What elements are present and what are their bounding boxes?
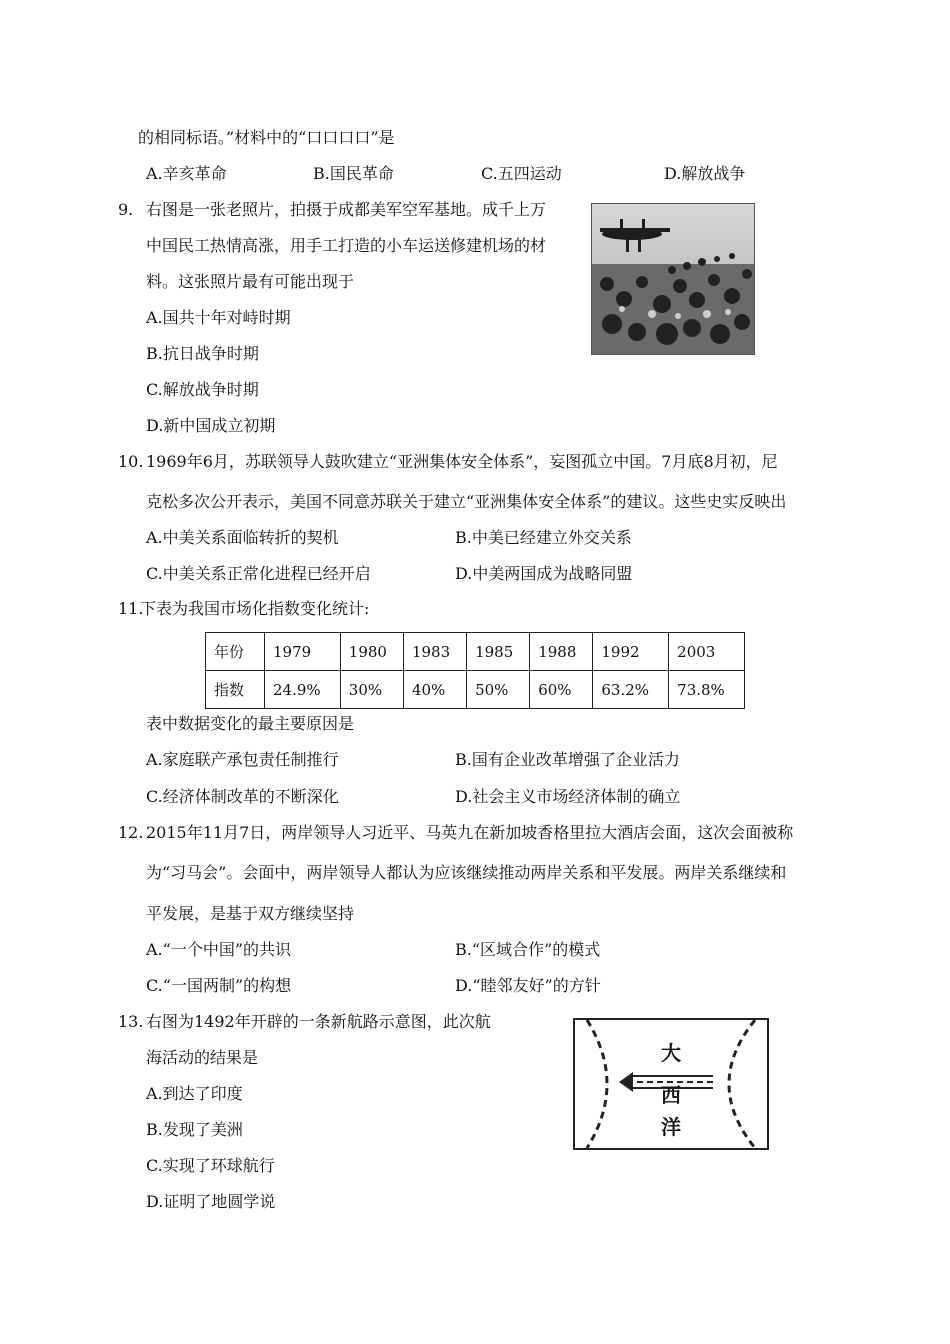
year-cell: 1979: [265, 633, 341, 671]
q11-option-a[interactable]: A.家庭联产承包责任制推行: [146, 750, 339, 769]
q10-stem-line-2: 克松多次公开表示，美国不同意苏联关于建立“亚洲集体安全体系”的建议。这些史实反映出: [146, 492, 787, 511]
year-cell: 1980: [340, 633, 403, 671]
year-cell: 1983: [403, 633, 466, 671]
q11-intro: 下表为我国市场化指数变化统计:: [140, 599, 370, 618]
q12-option-a[interactable]: A.“一个中国”的共识: [146, 940, 292, 959]
q9-number: 9.: [118, 200, 134, 219]
q11-question: 表中数据变化的最主要原因是: [146, 714, 355, 733]
q9-stem-line-3: 料。这张照片最有可能出现于: [146, 272, 355, 291]
index-cell: 40%: [403, 671, 466, 709]
q8-option-b[interactable]: B.国民革命: [313, 164, 394, 183]
index-cell: 24.9%: [265, 671, 341, 709]
left-coastline: [587, 1020, 607, 1148]
q13-number: 13.: [118, 1012, 144, 1031]
q12-number: 12.: [118, 823, 144, 842]
q10-option-d[interactable]: D.中美两国成为战略同盟: [455, 564, 633, 583]
q8-option-a[interactable]: A.辛亥革命: [146, 164, 227, 183]
q12-option-c[interactable]: C.“一国两制”的构想: [146, 976, 292, 995]
row-label-year: 年份: [206, 633, 265, 671]
index-cell: 60%: [530, 671, 593, 709]
row-label-index: 指数: [206, 671, 265, 709]
q8-option-c[interactable]: C.五四运动: [481, 164, 562, 183]
q12-option-d[interactable]: D.“睦邻友好”的方针: [455, 976, 601, 995]
q13-option-d[interactable]: D.证明了地圆学说: [146, 1192, 276, 1211]
q9-option-a[interactable]: A.国共十年对峙时期: [146, 308, 291, 327]
q13-stem-line-1: 右图为1492年开辟的一条新航路示意图，此次航: [146, 1012, 491, 1031]
year-cell: 1992: [593, 633, 669, 671]
year-cell: 1985: [467, 633, 530, 671]
voyage-route-map: [573, 1018, 769, 1150]
q10-option-b[interactable]: B.中美已经建立外交关系: [455, 528, 632, 547]
q9-stem-line-1: 右图是一张老照片，拍摄于成都美军空军基地。成千上万: [146, 200, 547, 219]
year-cell: 2003: [669, 633, 745, 671]
market-index-table: [205, 632, 745, 709]
q10-stem-line-1: 1969年6月，苏联领导人鼓吹建立“亚洲集体安全体系”，妄图孤立中国。7月底8月初，尼: [146, 452, 778, 471]
q9-option-b[interactable]: B.抗日战争时期: [146, 344, 259, 363]
q9-option-c[interactable]: C.解放战争时期: [146, 380, 259, 399]
q13-option-b[interactable]: B.发现了美洲: [146, 1120, 243, 1139]
table-row-indices: [206, 671, 745, 709]
index-cell: 50%: [467, 671, 530, 709]
q11-option-d[interactable]: D.社会主义市场经济体制的确立: [455, 787, 681, 806]
q8-stem-tail: 的相同标语。”材料中的“口口口口”是: [138, 128, 395, 147]
q11-option-c[interactable]: C.经济体制改革的不断深化: [146, 787, 339, 806]
right-coastline: [729, 1020, 755, 1148]
q12-stem-line-3: 平发展，是基于双方继续坚持: [146, 904, 355, 923]
q13-stem-line-2: 海活动的结果是: [146, 1048, 259, 1067]
map-label-yang: 洋: [661, 1115, 681, 1139]
table-row-years: [206, 633, 745, 671]
q11-option-b[interactable]: B.国有企业改革增强了企业活力: [455, 750, 680, 769]
q11-number: 11.: [118, 599, 144, 618]
q13-option-a[interactable]: A.到达了印度: [146, 1084, 243, 1103]
q8-option-d[interactable]: D.解放战争: [664, 164, 746, 183]
map-label-da: 大: [661, 1041, 681, 1065]
map-label-xi: 西: [661, 1083, 681, 1107]
route-arrow-icon: [619, 1072, 633, 1092]
q12-stem-line-1: 2015年11月7日，两岸领导人习近平、马英九在新加坡香格里拉大酒店会面，这次会面被称: [146, 823, 794, 842]
old-photo-airbase: [591, 203, 755, 355]
q10-option-a[interactable]: A.中美关系面临转折的契机: [146, 528, 339, 547]
q13-option-c[interactable]: C.实现了环球航行: [146, 1156, 275, 1175]
photo-illustration: [592, 204, 754, 354]
index-cell: 30%: [340, 671, 403, 709]
q12-option-b[interactable]: B.“区域合作”的模式: [455, 940, 601, 959]
index-cell: 73.8%: [669, 671, 745, 709]
q12-stem-line-2: 为“习马会”。会面中，两岸领导人都认为应该继续推动两岸关系和平发展。两岸关系继续和: [146, 863, 787, 882]
q10-option-c[interactable]: C.中美关系正常化进程已经开启: [146, 564, 371, 583]
q9-option-d[interactable]: D.新中国成立初期: [146, 416, 276, 435]
index-cell: 63.2%: [593, 671, 669, 709]
q9-stem-line-2: 中国民工热情高涨，用手工打造的小车运送修建机场的材: [146, 236, 547, 255]
q10-number: 10.: [118, 452, 144, 471]
year-cell: 1988: [530, 633, 593, 671]
